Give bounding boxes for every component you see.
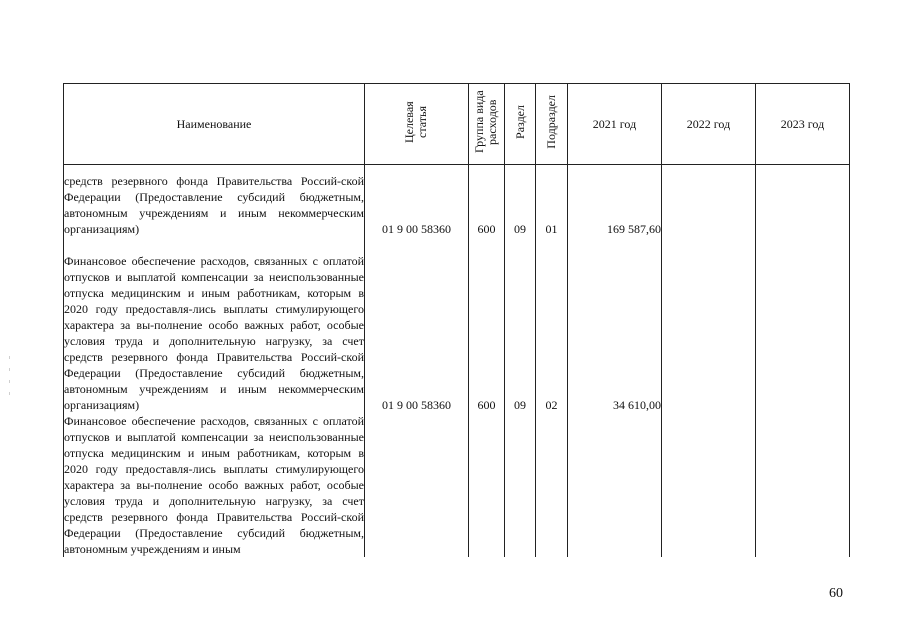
scan-mark [9,392,10,395]
header-2022: 2022 год [662,84,756,165]
row-name: средств резервного фонда Правительства Россий-ской Федерации (Предоставление субсидий бюджетным, автономным учреждениям и иным некоммерческим организациям) [64,165,365,237]
header-section: Раздел [505,84,536,165]
budget-table [63,83,850,557]
row-2023-value [756,237,850,413]
row-2023-value [756,165,850,237]
row-2021-value: 34 610,00 [568,237,662,413]
row-expense-group: 600 [469,165,505,237]
row-name: Финансовое обеспечение расходов, связанных с оплатой отпусков и выплатой компенсации за неиспользованные отпуска медицинским и иным работникам, которым в 2020 году предоставля-лись выплаты стимулирующего характера за вы-полнение особо важных работ, особые условия труда и дополнительную нагрузку, за счет средств резервного фонда Правительства Россий-ской Федерации (Предоставление субсидий бюджетным, автономным учреждениям и иным [64,413,364,556]
header-expense-group: Группа вида расходов [469,84,505,165]
header-target-article: Целевая статья [365,84,469,165]
page-number: 60 [829,586,843,601]
row-2023-value [756,413,850,557]
row-subsection: 01 [536,165,568,237]
header-name: Наименование [64,84,365,165]
row-expense-group [469,413,505,557]
table-row [64,165,850,237]
table-row [64,413,850,557]
header-2023: 2023 год [756,84,850,165]
scan-mark [9,380,10,383]
row-target-article: 01 9 00 58360 [365,165,469,237]
row-2022-value [662,237,756,413]
scan-mark [9,368,10,371]
row-target-article [365,413,469,557]
header-subsection: Подраздел [536,84,568,165]
row-section: 09 [505,237,536,413]
row-target-article: 01 9 00 58360 [365,237,469,413]
row-2022-value [662,165,756,237]
row-2021-value: 169 587,60 [568,165,662,237]
row-subsection: 02 [536,237,568,413]
row-2022-value [662,413,756,557]
table-row [64,237,850,413]
row-subsection [536,413,568,557]
scan-mark [9,356,10,359]
row-name: Финансовое обеспечение расходов, связанных с оплатой отпусков и выплатой компенсации за неиспользованные отпуска медицинским и иным работникам, которым в 2020 году предоставля-лись выплаты стимулирующего характера за вы-полнение особо важных работ, особые условия труда и дополнительную нагрузку, за счет средств резервного фонда Правительства Россий-ской Федерации (Предоставление субсидий бюджетным, автономным учреждениям и иным некоммерческим организациям) [64,237,365,413]
row-section: 09 [505,165,536,237]
row-section [505,413,536,557]
row-expense-group: 600 [469,237,505,413]
table-header-row [64,84,850,165]
header-2021: 2021 год [568,84,662,165]
row-2021-value [568,413,662,557]
